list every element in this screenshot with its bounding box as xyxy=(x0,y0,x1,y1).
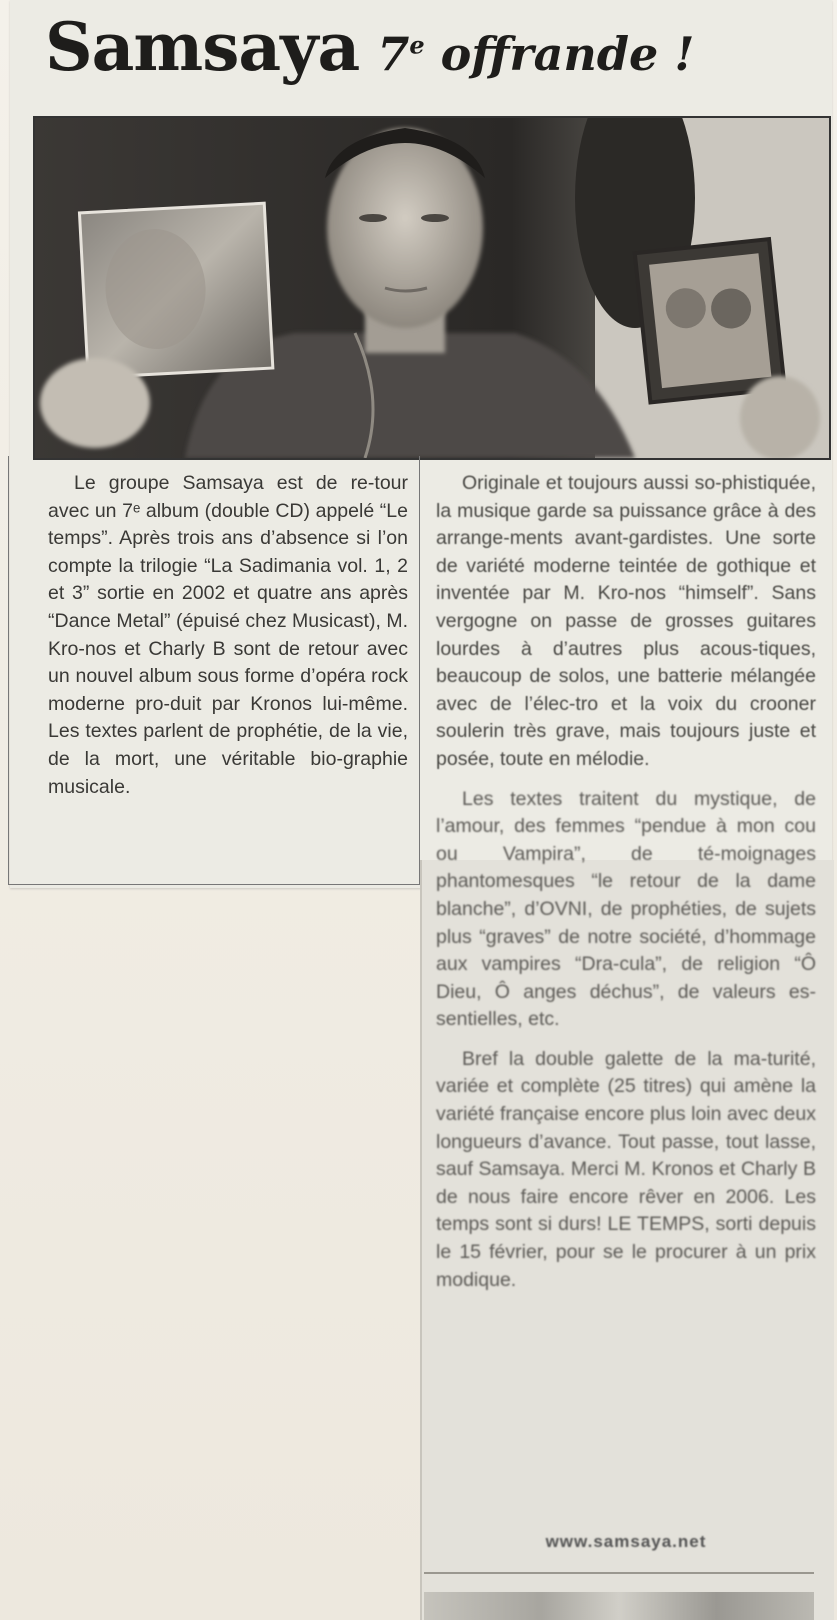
left-hand xyxy=(40,358,150,448)
cd-case-graphic xyxy=(79,203,272,377)
bottom-rule xyxy=(424,1572,814,1574)
headline-number: 7 xyxy=(377,27,410,81)
photo-illustration xyxy=(35,118,829,458)
left-eye xyxy=(359,214,387,222)
left-paragraph-1: Le groupe Samsaya est de re-tour avec un 7ᵉ album (double CD) appelé “Le temps”. Après trois ans d’absence si l’on compte la trilogie “La Sadimania vol. 1, 2 et 3” sortie en 2002 et quatre ans après “Dance Metal” (épuisé chez Musicast), M. Kro-nos et Charly B sont de retour avec un nouvel album sous forme d’opéra rock moderne pro-duit par Kronos lui-même. Les textes parlent de prophétie, de la vie, de la mort, une véritable bio-graphie musicale. xyxy=(48,472,408,798)
framed-picture-graphic xyxy=(635,239,785,402)
article-photo xyxy=(33,116,831,460)
headline-title: Samsaya xyxy=(45,8,360,86)
next-article-strip xyxy=(424,1592,814,1620)
headline-superscript: e xyxy=(409,30,425,60)
right-hand xyxy=(740,376,820,458)
article-headline xyxy=(45,8,830,96)
picture-inner xyxy=(649,253,771,388)
headline-subtitle-text: offrande ! xyxy=(424,27,695,81)
right-paragraph-3: Bref la double galette de la ma-turité, variée et complète (25 titres) qui amène la variété française encore plus loin avec deux longueurs d’avance. Tout passe, tout lasse, sauf Samsaya. Merci M. Kronos et Charly B de nous faire encore rêver en 2006. Les temps sont si durs! LE TEMPS, sorti depuis le 15 février, pour se le procurer à un prix modique. xyxy=(436,1047,816,1291)
right-paragraph-2: Les textes traitent du mystique, de l’amour, des femmes “pendue à mon cou ou Vampira”, de té-moignages phantomesques “le retour de la dame blanche”, d’OVNI, de prophéties, de sujets plus “graves” de notre société, d’hommage aux vampires “Dra-cula”, de religion “Ô Dieu, Ô anges déchus”, de valeurs es-sentielles, etc. xyxy=(436,787,816,1031)
article-right-column xyxy=(436,470,816,1306)
headline-subtitle xyxy=(377,27,694,81)
website-url: www.samsaya.net xyxy=(545,1532,707,1551)
right-paragraph-1: Originale et toujours aussi so-phistiquée, la musique garde sa puissance grâce à des arrange-ments avant-gardistes. Une sorte de variété moderne teintée de gothique et inventée par M. Kro-nos “himself”. Sans vergogne on passe de grosses guitares lourdes à d’autres plus acous-tiques, beaucoup de solos, une batterie mélangée avec de l’élec-tro et la voix du crooner soulerin très grave, mais toujours juste et posée, toute en mélodie. xyxy=(436,472,816,770)
article-left-column xyxy=(48,470,408,801)
right-eye xyxy=(421,214,449,222)
